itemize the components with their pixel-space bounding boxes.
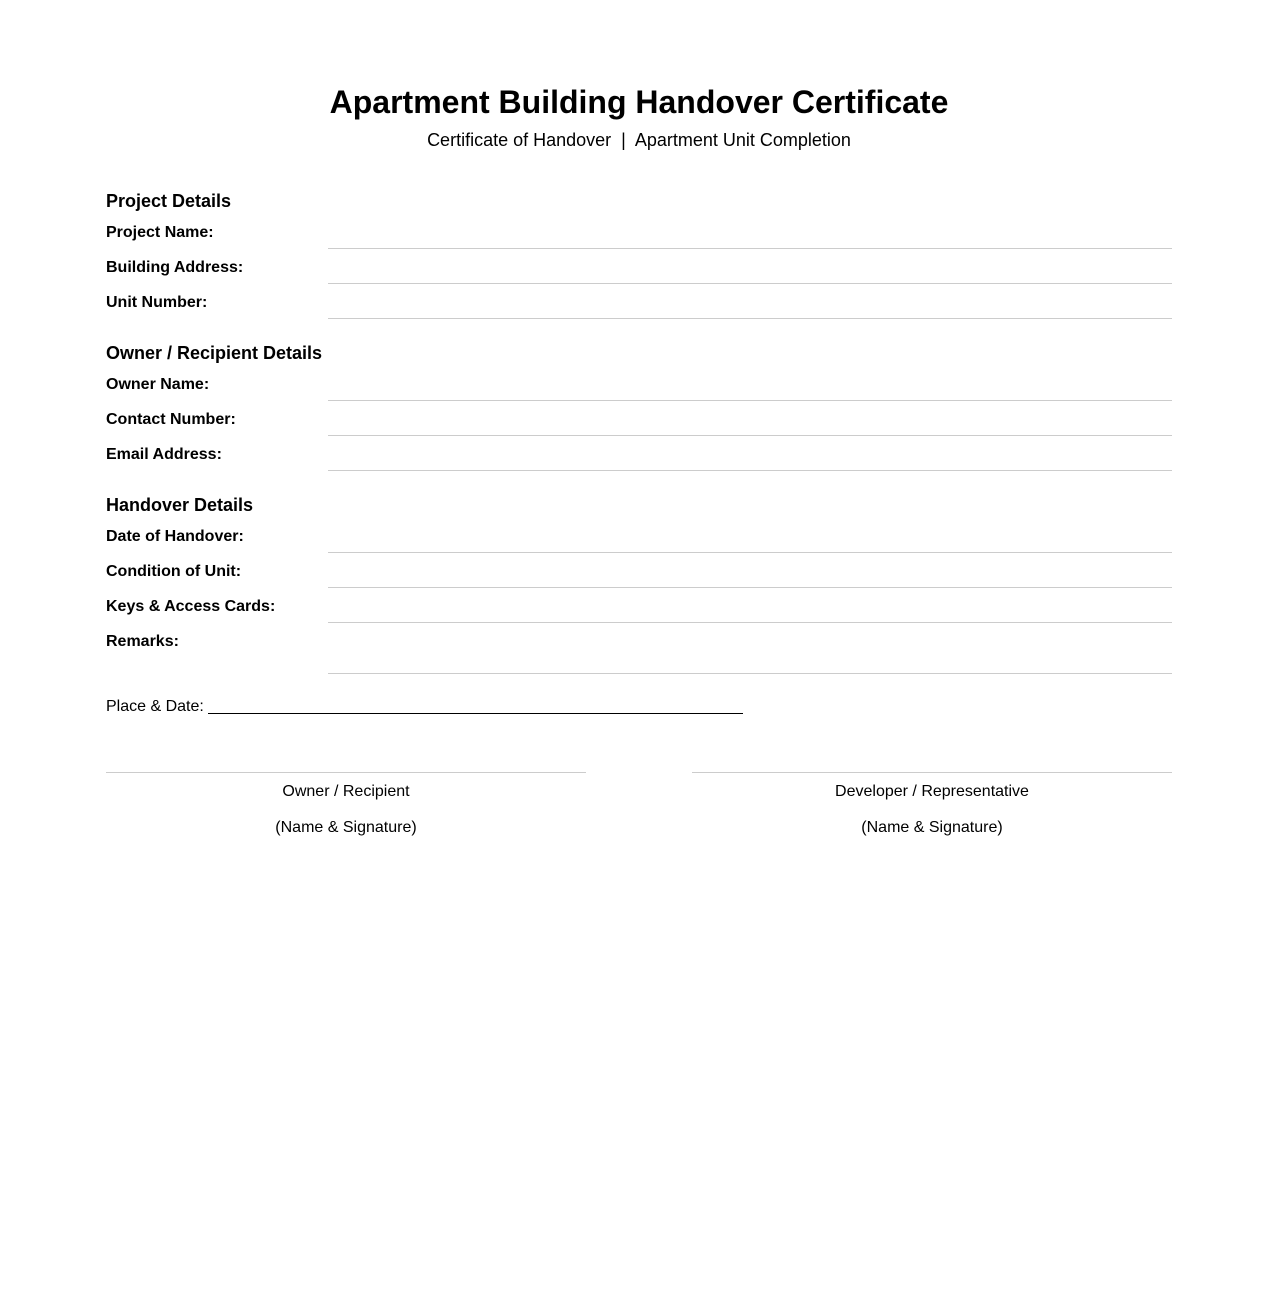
field-label-keys-access-cards: Keys & Access Cards: <box>106 598 276 615</box>
section-title-owner-details: Owner / Recipient Details <box>106 343 323 363</box>
field-label-project-name: Project Name: <box>106 224 214 241</box>
page-subtitle: Certificate of Handover | Apartment Unit Completion <box>427 130 851 150</box>
owner-signature-note: (Name & Signature) <box>275 819 417 836</box>
section-title-handover-details: Handover Details <box>106 495 254 515</box>
owner-signature-line[interactable] <box>106 772 586 773</box>
section-title-project-details: Project Details <box>106 191 232 211</box>
unit-number-field[interactable] <box>328 318 1172 319</box>
field-label-email-address: Email Address: <box>106 446 222 463</box>
field-label-contact-number: Contact Number: <box>106 411 236 428</box>
building-address-field[interactable] <box>328 283 1172 284</box>
developer-signature-role: Developer / Representative <box>835 783 1029 800</box>
field-label-owner-name: Owner Name: <box>106 376 210 393</box>
page-title: Apartment Building Handover Certificate <box>329 84 949 120</box>
email-address-field[interactable] <box>328 470 1172 471</box>
contact-number-field[interactable] <box>328 435 1172 436</box>
developer-signature-note: (Name & Signature) <box>861 819 1003 836</box>
place-date-field[interactable] <box>208 713 743 714</box>
field-label-building-address: Building Address: <box>106 259 244 276</box>
owner-signature-role: Owner / Recipient <box>282 783 410 800</box>
owner-name-field[interactable] <box>328 400 1172 401</box>
field-label-unit-number: Unit Number: <box>106 294 208 311</box>
field-label-remarks: Remarks: <box>106 633 179 650</box>
place-date-label: Place & Date: <box>106 698 204 715</box>
field-label-condition-of-unit: Condition of Unit: <box>106 563 242 580</box>
condition-of-unit-field[interactable] <box>328 587 1172 588</box>
developer-signature-line[interactable] <box>692 772 1172 773</box>
project-name-field[interactable] <box>328 248 1172 249</box>
date-of-handover-field[interactable] <box>328 552 1172 553</box>
field-label-date-of-handover: Date of Handover: <box>106 528 244 545</box>
remarks-field[interactable] <box>328 673 1172 674</box>
keys-access-cards-field[interactable] <box>328 622 1172 623</box>
